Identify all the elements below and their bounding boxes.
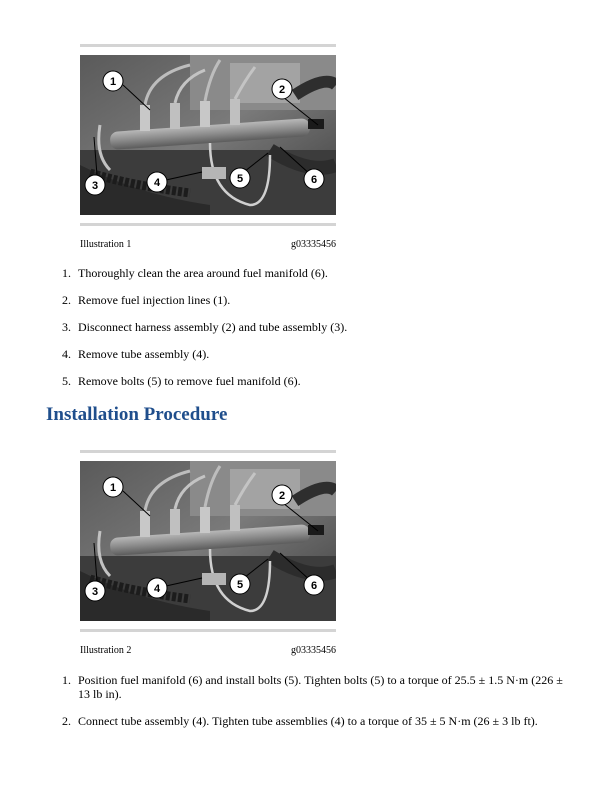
fuel-manifold-photo bbox=[80, 461, 336, 621]
illustration-2-caption bbox=[80, 645, 336, 656]
illustration-1 bbox=[80, 44, 336, 226]
callout-2 bbox=[272, 79, 292, 99]
callout-5 bbox=[230, 574, 250, 594]
list-item: 1. Position fuel manifold (6) and install bolts (5). Tighten bolts (5) to a torque of 25.5 ± 1.5 N·m (226 ± 13 lb in). bbox=[62, 673, 563, 701]
callout-5 bbox=[230, 168, 250, 188]
callout-4 bbox=[147, 578, 167, 598]
list-item: 5. Remove bolts (5) to remove fuel manifold (6). bbox=[62, 374, 301, 388]
svg-text:1: 1 bbox=[109, 76, 117, 88]
figure-bottom-rule bbox=[80, 223, 336, 226]
callout-3 bbox=[85, 581, 105, 601]
svg-text:4: 4 bbox=[153, 583, 161, 595]
callout-3 bbox=[85, 175, 105, 195]
callout-1 bbox=[103, 71, 123, 91]
svg-text:6: 6 bbox=[310, 174, 318, 186]
illustration-1-caption bbox=[80, 239, 336, 250]
svg-text:6: 6 bbox=[310, 580, 318, 592]
svg-text:3: 3 bbox=[91, 586, 99, 598]
svg-text:5: 5 bbox=[236, 579, 244, 591]
callout-6 bbox=[304, 575, 324, 595]
list-item: 4. Remove tube assembly (4). bbox=[62, 347, 210, 361]
callout-6 bbox=[304, 169, 324, 189]
svg-text:3: 3 bbox=[91, 180, 99, 192]
callout-2 bbox=[272, 485, 292, 505]
list-item: 3. Disconnect harness assembly (2) and tube assembly (3). bbox=[62, 320, 348, 334]
callout-4 bbox=[147, 172, 167, 192]
callout-1 bbox=[103, 477, 123, 497]
figure-top-rule bbox=[80, 44, 336, 47]
figure-bottom-rule bbox=[80, 629, 336, 632]
caption-label: Illustration 1 bbox=[80, 239, 132, 250]
caption-code: g03335456 bbox=[291, 645, 336, 656]
svg-text:2: 2 bbox=[278, 84, 286, 96]
illustration-2 bbox=[80, 450, 336, 632]
caption-label: Illustration 2 bbox=[80, 645, 132, 656]
svg-text:2: 2 bbox=[278, 490, 286, 502]
figure-top-rule bbox=[80, 450, 336, 453]
fuel-manifold-photo bbox=[80, 55, 336, 215]
caption-code: g03335456 bbox=[291, 239, 336, 250]
svg-text:4: 4 bbox=[153, 177, 161, 189]
list-item: 2. Connect tube assembly (4). Tighten tube assemblies (4) to a torque of 35 ± 5 N·m (26 ± 3 lb ft). bbox=[62, 714, 538, 728]
svg-text:1: 1 bbox=[109, 482, 117, 494]
removal-steps-list bbox=[49, 266, 569, 401]
installation-steps-list bbox=[49, 673, 569, 741]
svg-text:5: 5 bbox=[236, 173, 244, 185]
list-item: 2. Remove fuel injection lines (1). bbox=[62, 293, 231, 307]
section-title-installation: Installation Procedure bbox=[46, 404, 228, 425]
list-item: 1. Thoroughly clean the area around fuel manifold (6). bbox=[62, 266, 328, 280]
